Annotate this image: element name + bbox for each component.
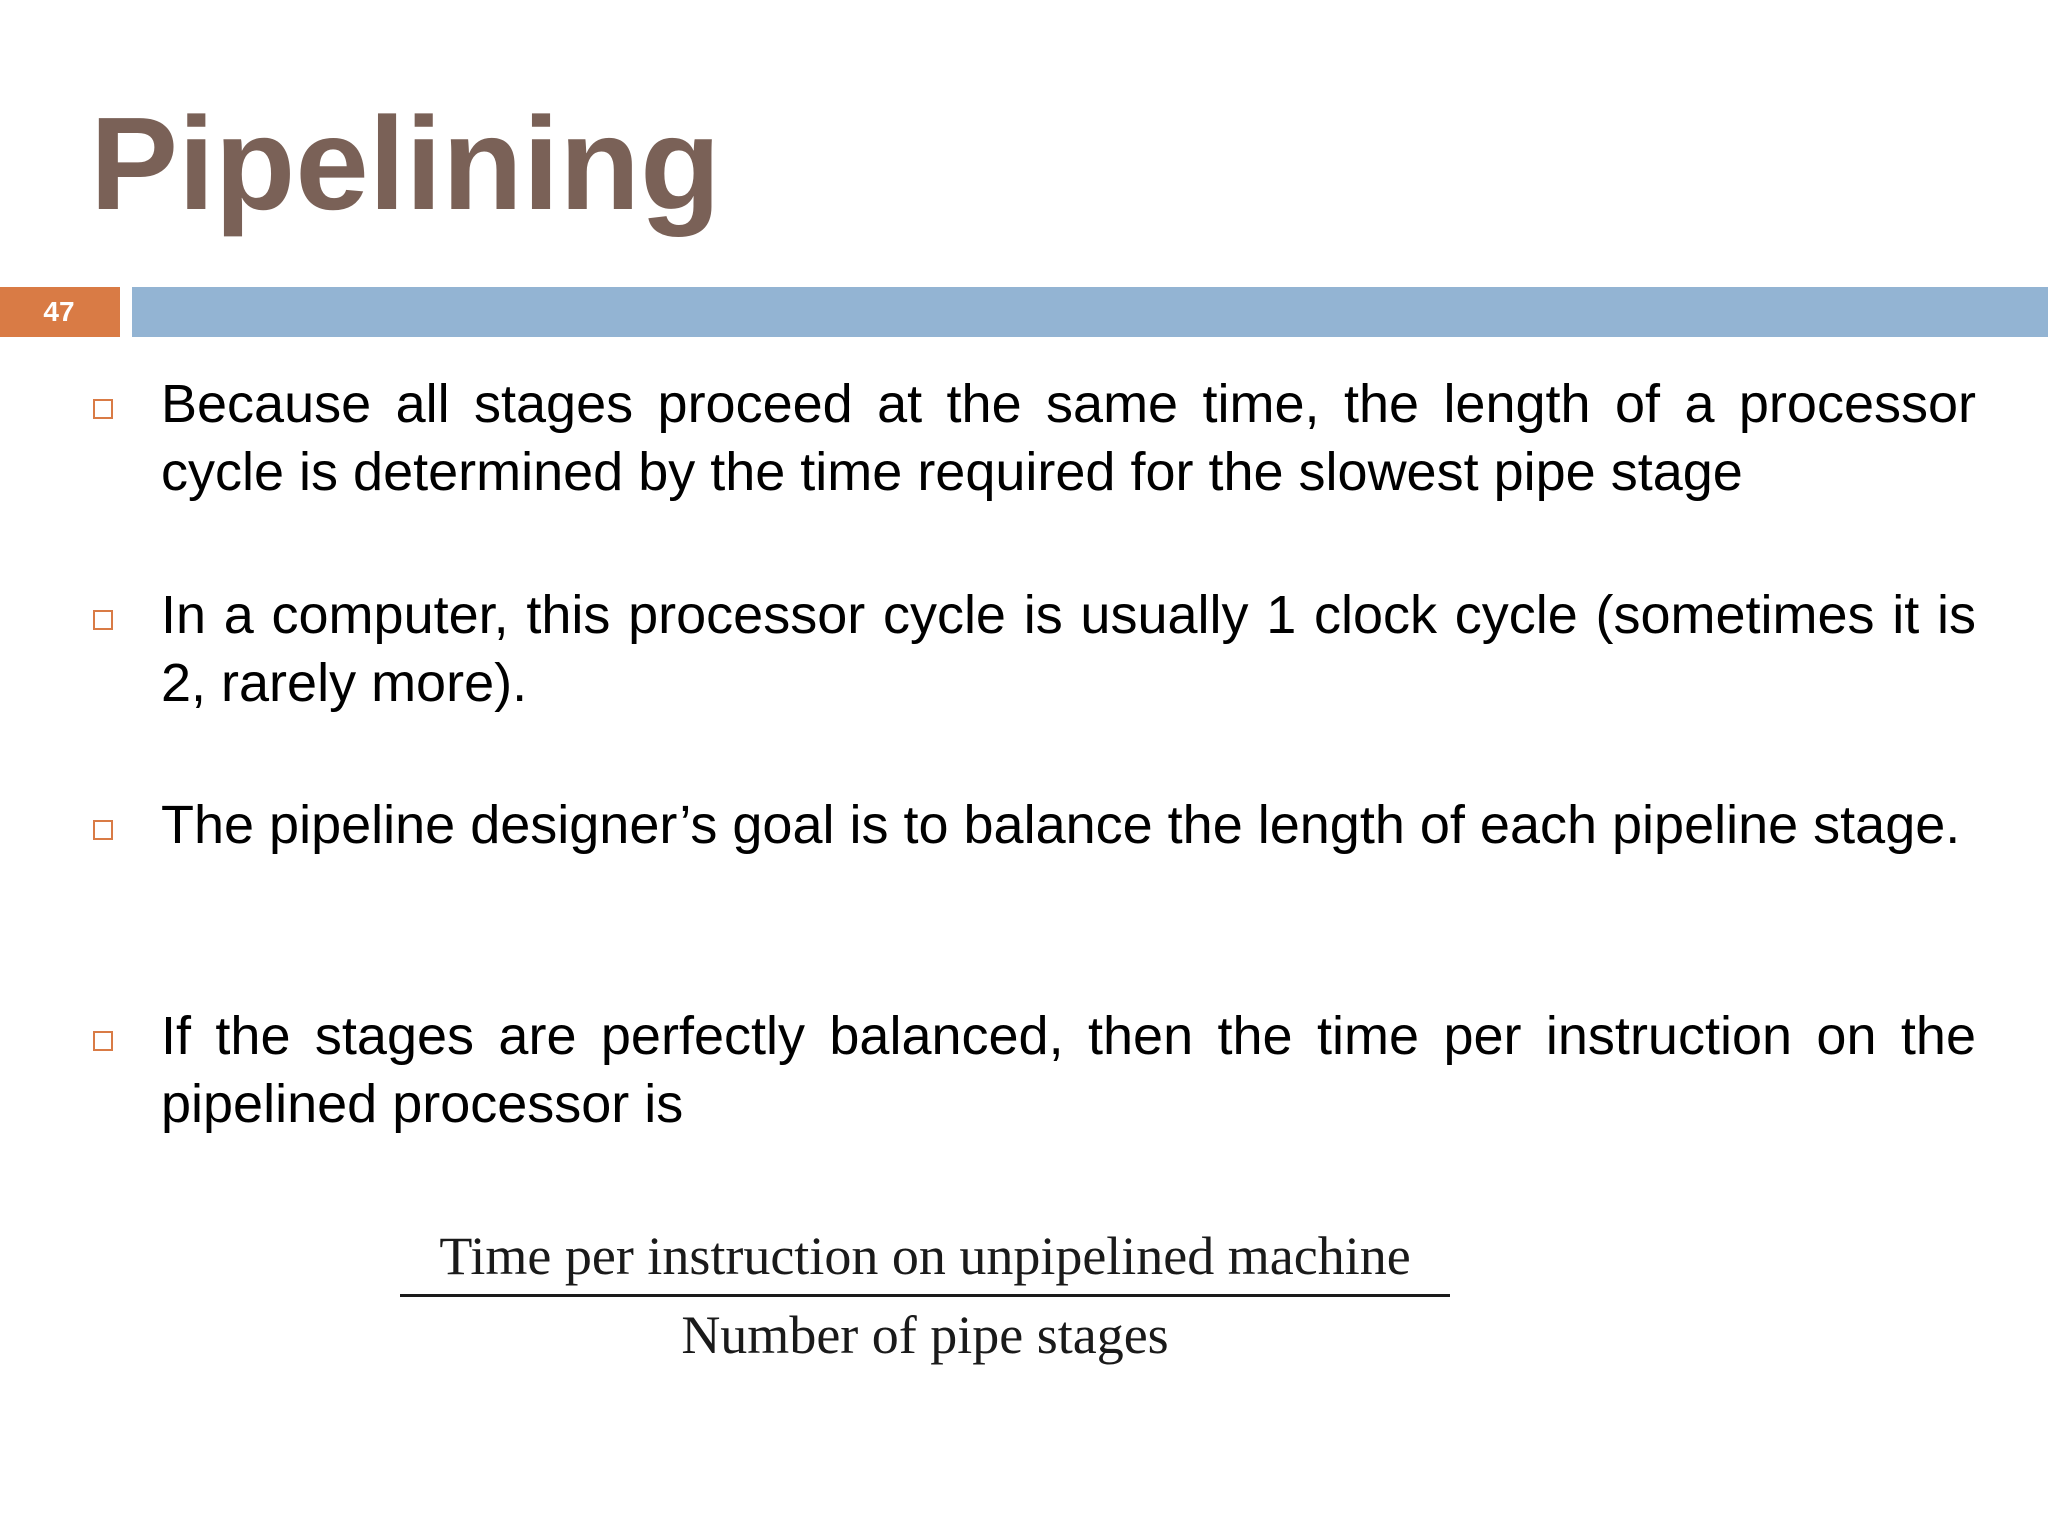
- fraction-bar: [400, 1294, 1450, 1297]
- hollow-square-bullet-icon: [93, 1031, 113, 1051]
- header-divider-bar: [132, 287, 2048, 337]
- slide-title: Pipelining: [90, 90, 721, 237]
- bullet-text: The pipeline designer’s goal is to balance the length of each pipeline stage.: [161, 795, 1961, 855]
- bullet-text: Because all stages proceed at the same time, the length of a processor cycle is determined by the time required for the slowest pipe stage: [161, 374, 1976, 502]
- bullet-text: In a computer, this processor cycle is usually 1 clock cycle (sometimes it is 2, rarely more).: [161, 585, 1976, 713]
- hollow-square-bullet-icon: [93, 399, 113, 419]
- hollow-square-bullet-icon: [93, 820, 113, 840]
- slide-number-badge: [0, 287, 120, 337]
- formula-image: [398, 1222, 1452, 1369]
- bullet-text: If the stages are perfectly balanced, then the time per instruction on the pipelined processor is: [161, 1006, 1976, 1134]
- formula-denominator: Number of pipe stages: [681, 1305, 1169, 1365]
- formula-numerator: Time per instruction on unpipelined machine: [439, 1226, 1411, 1286]
- hollow-square-bullet-icon: [93, 610, 113, 630]
- slide-number: 47: [43, 296, 75, 327]
